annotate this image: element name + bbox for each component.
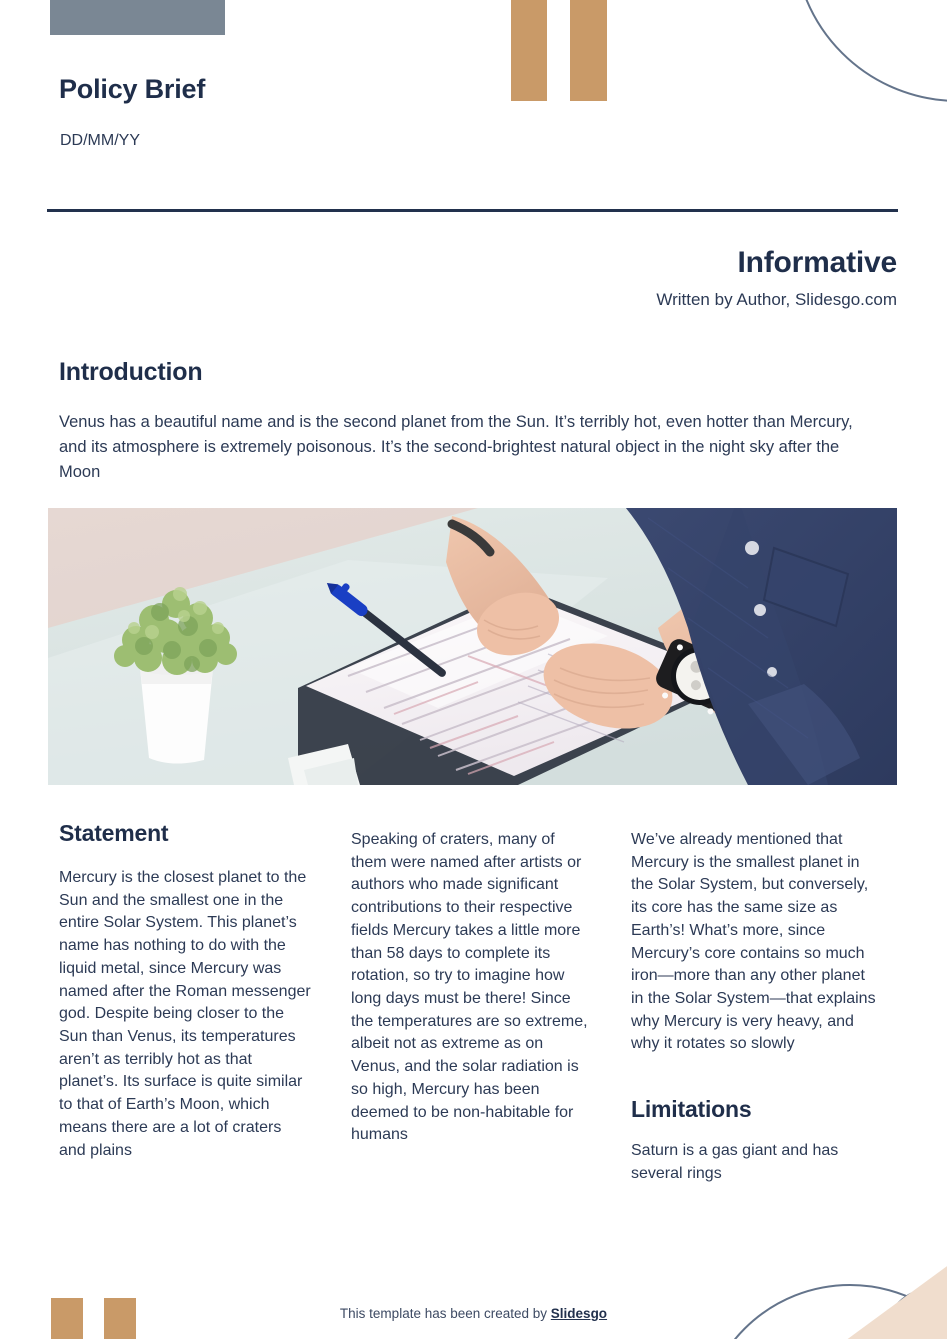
document-date: DD/MM/YY [60, 132, 140, 149]
introduction-body: Venus has a beautiful name and is the second planet from the Sun. It’s terribly hot, even hotter than Mercury, and its atmosphere is extremely poisonous. It’s the second-brightest natural object in the night sky after the Moon [59, 413, 853, 481]
middle-column-body: Speaking of craters, many of them were named after artists or authors who made significant contributions to their respective fields Mercury takes a little more than 58 days to complete its rotation, so try to imagine how long days must be there! Since the temperatures are so extreme, albeit not as extreme as on Venus, and the solar radiation is so high, Mercury has been deemed to be non-habitable for humans [351, 831, 588, 1144]
subject-block [656, 246, 897, 310]
limitations-body: Saturn is a gas giant and has several rings [631, 1142, 839, 1182]
gray-rectangle-decoration [50, 0, 225, 35]
footer-text: This template has been created by [339, 1306, 551, 1321]
subject-title: Informative [737, 246, 897, 279]
tan-bar-decoration-top-left [511, 0, 547, 101]
column-middle [351, 820, 591, 1186]
right-column-body: We’ve already mentioned that Mercury is the smallest planet in the Solar System, but conversely, its core has the same size as Earth’s! What’s more, since Mercury’s core contains so much iron—more than any other planet in the Solar System—that explains why Mercury is very heavy, and why it rotates so slowly [631, 831, 876, 1053]
limitations-heading: Limitations [631, 1096, 752, 1123]
introduction-section [59, 358, 899, 484]
statement-body: Mercury is the closest planet to the Sun and the smallest one in the entire Solar System. This planet’s name has nothing to do with the liquid metal, since Mercury was named after the Roman messenger god. Despite being closer to the Sun than Venus, its temperatures aren’t as terribly hot as that planet’s. Its surface is quite similar to that of Earth’s Moon, which means there are a lot of craters and plains [59, 869, 311, 1159]
tan-bar-decoration-top-right [570, 0, 607, 101]
slidesgo-link[interactable]: Slidesgo [550, 1306, 608, 1321]
column-right [631, 820, 881, 1186]
introduction-heading: Introduction [59, 358, 203, 386]
statement-heading: Statement [59, 820, 169, 846]
header-divider [47, 209, 898, 212]
hero-image-illustration [48, 508, 897, 785]
content-columns [59, 820, 899, 1186]
hero-image [48, 508, 897, 785]
page-title: Policy Brief [59, 74, 206, 104]
footer [0, 1306, 947, 1321]
circle-outline-decoration-top-right [793, 0, 947, 102]
subject-author: Written by Author, Slidesgo.com [656, 290, 897, 309]
column-statement [59, 820, 311, 1186]
